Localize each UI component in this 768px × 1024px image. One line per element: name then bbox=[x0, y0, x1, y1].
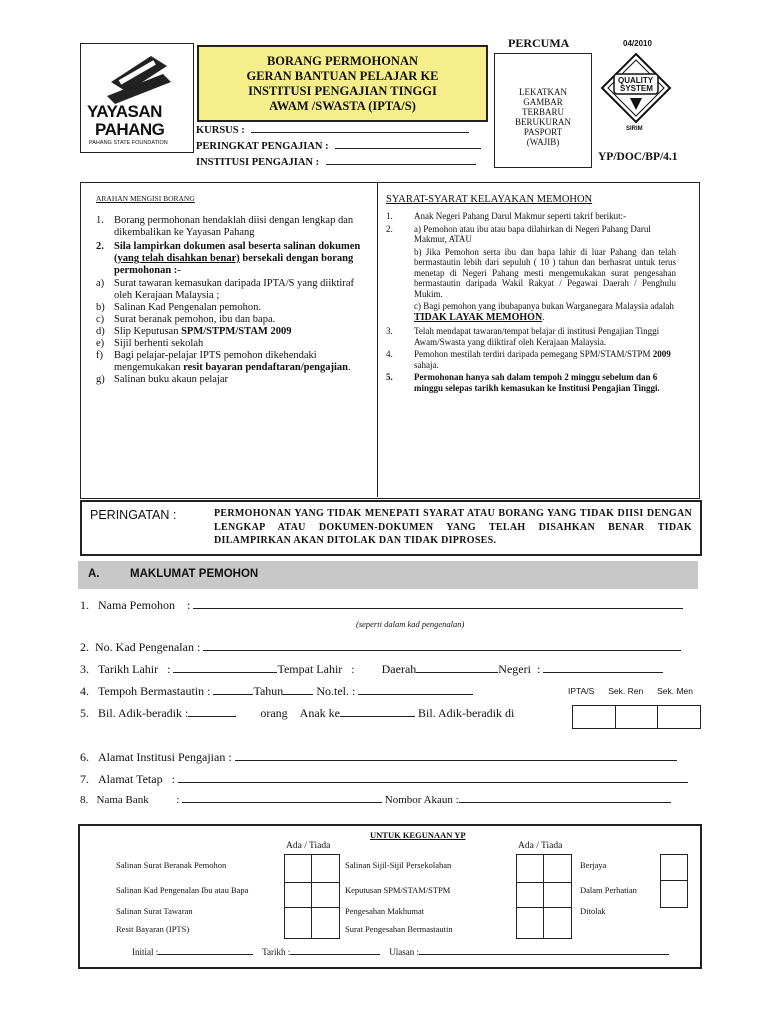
office-footer-row[interactable]: Initial : Tarikh : Ulasan : bbox=[132, 947, 669, 957]
kursus-field[interactable] bbox=[196, 125, 469, 136]
eligibility-item: 5. Permohonan hanya sah dalam tempoh 2 minggu sebelum dan 6 minggu selepas tarikh kemasukan ke Institusi Pengajian Tinggi. bbox=[386, 372, 660, 393]
nama-input-line[interactable] bbox=[193, 608, 683, 609]
eligibility-item: b) Jika Pemohon serta ibu dan bapa lahir di luar Pahang dan telah bermastautin lebih dari sepuluh ( 10 ) tahun dan berhasrat untuk terus menetap di Negeri Pahang mesti mengemukakan surat pengesahan bermastautin daripada Wakil Rakyat / Pegawai Daerah / Penghulu Mukim. bbox=[414, 246, 676, 299]
photo-instruction-line: LEKATKAN bbox=[519, 87, 567, 97]
instruction-item: 2. Sila lampirkan dokumen asal beserta salinan dokumen (yang telah disahkan benar) bersekali dengan borang permohonan :- bbox=[96, 241, 361, 276]
institusi-label: INSTITUSI PENGAJIAN : bbox=[196, 157, 320, 168]
instruction-subitem: e) Sijil berhenti sekolah bbox=[96, 338, 204, 349]
instruction-subitem: f) Bagi pelajar-pelajar IPTS pemohon dikehendaki mengemukakan resit bayaran pendaftaran/pengajian. bbox=[96, 350, 351, 373]
photo-instruction-line: GAMBAR bbox=[523, 97, 563, 107]
dob-row[interactable]: 3. Tarikh Lahir : Tempat Lahir : Daerah Negeri : bbox=[80, 662, 663, 677]
ic-input-line[interactable] bbox=[203, 650, 681, 651]
checklist-label: Salinan Kad Pengenalan Ibu atau Bapa bbox=[116, 885, 249, 895]
checklist-label: Pengesahan Makhumat bbox=[345, 906, 425, 916]
office-use-box bbox=[78, 824, 702, 969]
checklist-label: Keputusan SPM/STAM/STPM bbox=[345, 885, 451, 895]
instruction-subitem: a) Surat tawaran kemasukan daripada IPTA/S yang diiktiraf oleh Kerajaan Malaysia ; bbox=[96, 278, 355, 301]
nama-pemohon-row[interactable]: 1. Nama Pemohon : bbox=[80, 598, 683, 613]
title-line: AWAM /SWASTA (IPTA/S) bbox=[269, 98, 416, 113]
section-a-header: A. MAKLUMAT PEMOHON bbox=[78, 561, 698, 589]
peringkat-label: PERINGKAT PENGAJIAN : bbox=[196, 141, 329, 152]
institusi-field[interactable] bbox=[196, 157, 476, 168]
document-number: YP/DOC/BP/4.1 bbox=[598, 151, 678, 163]
kursus-label: KURSUS : bbox=[196, 125, 245, 136]
peringkat-field[interactable] bbox=[196, 141, 481, 152]
status-label: Dalam Perhatian bbox=[580, 885, 637, 895]
eligibility-item: 1. Anak Negeri Pahang Darul Makmur seperti takrif berikut:- bbox=[386, 211, 627, 221]
photo-box[interactable] bbox=[494, 53, 592, 168]
eligibility-item: 3. Telah mendapat tawaran/tempat belajar di institusi Pengajian Tinggi Awam/Swasta yang diiktiraf oleh Kerajaan Malaysia. bbox=[386, 326, 660, 347]
bank-row[interactable]: 8. Nama Bank : Nombor Akaun : bbox=[80, 794, 671, 806]
title-line: GERAN BANTUAN PELAJAR KE bbox=[246, 68, 439, 83]
name-hint: (seperti dalam kad pengenalan) bbox=[356, 619, 465, 629]
instruction-subitem: c) Surat beranak pemohon, ibu dan bapa. bbox=[96, 314, 276, 325]
eligibility-item: 2. a) Pemohon atau ibu atau bapa dilahirkan di Negeri Pahang Darul Makmur, ATAU bbox=[386, 223, 651, 244]
title-line: BORANG PERMOHONAN bbox=[266, 53, 419, 68]
instructions-column bbox=[96, 194, 371, 386]
instruction-item: 1. Borang permohonan hendaklah diisi dengan lengkap dan dikembalikan ke Yayasan Pahang bbox=[96, 215, 354, 238]
institusi-input-line[interactable] bbox=[326, 164, 476, 165]
checklist-label: Salinan Sijil-Sijil Persekolahan bbox=[345, 860, 452, 870]
system-text: SYSTEM bbox=[620, 84, 653, 93]
mid-checkbox-grid[interactable] bbox=[516, 854, 572, 939]
peringkat-input-line[interactable] bbox=[335, 148, 481, 149]
eligibility-item: 4. Pemohon mestilah terdiri daripada pemegang SPM/STAM/STPM 2009 sahaja. bbox=[386, 349, 671, 370]
warning-text: PERMOHONAN YANG TIDAK MENEPATI SYARAT ATAU BORANG YANG TIDAK DIISI DENGAN LENGKAP ATAU DOKUMEN-DOKUMEN YANG TELAH DISAHKAN BENAR TIDAK DILAMPIRKAN AKAN DITOLAK DAN TIDAK DIPROSES. bbox=[214, 508, 692, 546]
ada-tiada-label: Ada / Tiada bbox=[286, 841, 331, 851]
yayasan-pahang-logo bbox=[80, 43, 194, 153]
quality-text: QUALITY bbox=[618, 76, 654, 85]
logo-text-pahang: PAHANG bbox=[95, 120, 165, 139]
checklist-label: Surat Pengesahan Bermastautin bbox=[345, 924, 453, 934]
eligibility-column bbox=[386, 194, 676, 393]
column-divider bbox=[377, 182, 378, 497]
status-label: Ditolak bbox=[580, 906, 606, 916]
instruction-subitem: g) Salinan buku akaun pelajar bbox=[96, 374, 229, 385]
office-use-title: UNTUK KEGUNAAN YP bbox=[370, 830, 466, 840]
photo-instruction-line: BERUKURAN bbox=[514, 117, 571, 127]
photo-instruction-line: (WAJIB) bbox=[526, 137, 560, 147]
warning-label: PERINGATAN : bbox=[90, 508, 177, 522]
sirim-text: SIRIM bbox=[626, 126, 643, 132]
logo-text-yayasan: YAYASAN bbox=[87, 102, 162, 121]
eligibility-item: c) Bagi pemohon yang ibubapanya bukan Warganegara Malaysia adalah TIDAK LAYAK MEMOHON. bbox=[414, 301, 674, 323]
sek-ren-count-box[interactable] bbox=[616, 706, 659, 728]
warning-box bbox=[80, 500, 702, 556]
instruction-subitem: d) Slip Keputusan SPM/STPM/STAM 2009 bbox=[96, 326, 292, 337]
checklist-label: Resit Bayaran (IPTS) bbox=[116, 924, 190, 934]
ipta-count-box[interactable] bbox=[573, 706, 616, 728]
section-a-title: MAKLUMAT PEMOHON bbox=[130, 568, 259, 580]
percuma-label: PERCUMA bbox=[508, 36, 570, 50]
form-date: 04/2010 bbox=[623, 39, 652, 48]
sek-men-count-box[interactable] bbox=[658, 706, 700, 728]
checklist-label: Salinan Surat Beranak Pemohon bbox=[116, 860, 227, 870]
institution-address-row[interactable]: 6. Alamat Institusi Pengajian : bbox=[80, 750, 677, 765]
status-label: Berjaya bbox=[580, 860, 607, 870]
instructions-heading: ARAHAN MENGISI BORANG bbox=[96, 194, 195, 203]
logo-text-foundation: PAHANG STATE FOUNDATION bbox=[89, 140, 168, 146]
ic-row[interactable]: 2. No. Kad Pengenalan : bbox=[80, 640, 681, 655]
left-checkbox-grid[interactable] bbox=[284, 854, 340, 939]
residence-row[interactable]: 4. Tempoh Bermastautin : Tahun No.tel. : bbox=[80, 684, 473, 699]
eligibility-heading: SYARAT-SYARAT KELAYAKAN MEMOHON bbox=[386, 194, 593, 205]
quality-system-badge bbox=[600, 52, 672, 150]
ada-tiada-label: Ada / Tiada bbox=[518, 841, 563, 851]
siblings-row[interactable]: 5. Bil. Adik-beradik : orang Anak ke Bil. Adik-beradik di bbox=[80, 706, 515, 720]
school-type-labels: IPTA/S Sek. Ren Sek. Men bbox=[568, 686, 693, 696]
checklist-label: Salinan Surat Tawaran bbox=[116, 906, 193, 916]
photo-instruction-line: PASPORT bbox=[523, 127, 563, 137]
kursus-input-line[interactable] bbox=[251, 132, 469, 133]
title-line: INSTITUSI PENGAJIAN TINGGI bbox=[248, 83, 437, 98]
status-checkbox-column[interactable] bbox=[660, 854, 688, 908]
permanent-address-row[interactable]: 7. Alamat Tetap : bbox=[80, 772, 688, 787]
instruction-subitem: b) Salinan Kad Pengenalan pemohon. bbox=[96, 302, 261, 313]
form-title bbox=[197, 45, 488, 122]
photo-instruction-line: TERBARU bbox=[521, 107, 564, 117]
sibling-count-boxes[interactable] bbox=[572, 705, 701, 729]
